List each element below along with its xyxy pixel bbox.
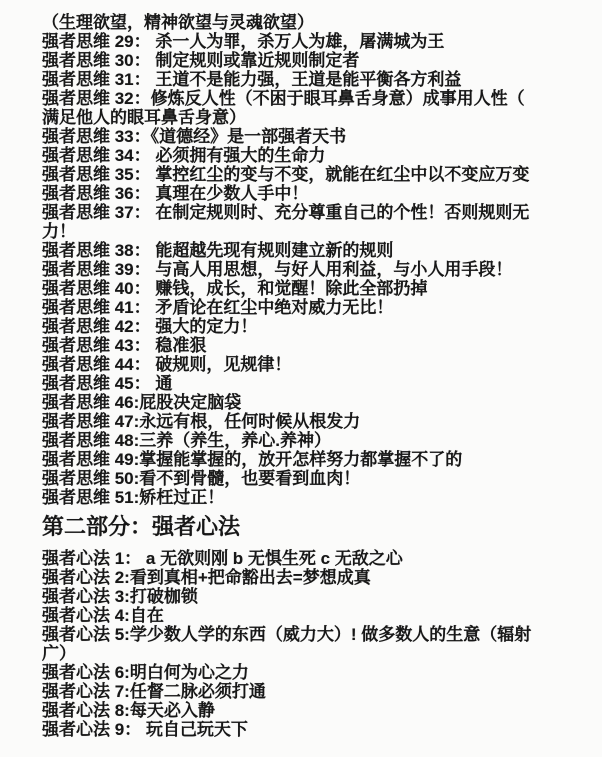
document-text-block (42, 13, 534, 739)
part1-list-item: 强者思维 40： 赚钱，成长，和觉醒！除此全部扔掉 (42, 279, 428, 298)
part1-list-item: 强者思维 29： 杀一人为罪，杀万人为雄，屠满城为王 (42, 32, 445, 51)
part1-list-item: 强者思维 30： 制定规则或靠近规则制定者 (42, 51, 360, 70)
part1-list-item: 强者思维 51:矫枉过正！ (42, 488, 225, 507)
part2-list-item: 强者心法 2:看到真相+把命豁出去=梦想成真 (42, 568, 371, 587)
part1-list-item: 强者思维 44： 破规则，见规律！ (42, 355, 292, 374)
part2-heading: 第二部分：强者心法 (42, 514, 241, 539)
part2-list-item: 强者心法 3:打破枷锁 (42, 587, 198, 606)
part2-list-item: 强者心法 6:明白何为心之力 (42, 663, 249, 682)
part1-list-item: 强者思维 42： 强大的定力！ (42, 317, 258, 336)
part1-list-item: 强者思维 48:三养（养生，养心.养神） (42, 431, 332, 450)
part2-list (42, 549, 534, 739)
part1-list-item: 强者思维 31： 王道不是能力强，王道是能平衡各方利益 (42, 70, 462, 89)
part1-list-item: 强者思维 50:看不到骨髓，也要看到血肉！ (42, 469, 361, 488)
part2-list-item: 强者心法 4:自在 (42, 606, 164, 625)
part1-list-item: 强者思维 34： 必须拥有强大的生命力 (42, 146, 326, 165)
part1-list-item: 强者思维 36： 真理在少数人手中！ (42, 184, 309, 203)
part2-list-item: 强者心法 8:每天必入静 (42, 701, 215, 720)
part1-list-item: 强者思维 46:屁股决定脑袋 (42, 393, 242, 412)
part2-list-item: 强者心法 9： 玩自己玩天下 (42, 720, 248, 739)
part1-list-item: 强者思维 39： 与高人用思想，与好人用利益，与小人用手段！ (42, 260, 513, 279)
part1-list (42, 32, 534, 507)
part2-list-item: 强者心法 5:学少数人学的东西（威力大）! 做多数人的生意（辐射广） (42, 625, 532, 663)
part1-list-item: 强者思维 38： 能超越先现有规则建立新的规则 (42, 241, 394, 260)
part1-list-item: 强者思维 43： 稳准狠 (42, 336, 207, 355)
continuation-line: （生理欲望，精神欲望与灵魂欲望） (42, 13, 314, 32)
part1-list-item: 强者思维 41： 矛盾论在红尘中绝对威力无比！ (42, 298, 394, 317)
part1-list-item: 强者思维 45： 通 (42, 374, 173, 393)
part1-list-item: 强者思维 49:掌握能掌握的，放开怎样努力都掌握不了的 (42, 450, 463, 469)
part2-list-item: 强者心法 1： a 无欲则刚 b 无惧生死 c 无敌之心 (42, 549, 403, 568)
part1-list-item: 强者思维 33：《道德经》是一部强者天书 (42, 127, 347, 146)
part1-list-item: 强者思维 47:永远有根，任何时候从根发力 (42, 412, 361, 431)
part1-list-item: 强者思维 35： 掌控红尘的变与不变，就能在红尘中以不变应万变 (42, 165, 530, 184)
part2-list-item: 强者心法 7:任督二脉必须打通 (42, 682, 266, 701)
part1-list-item: 强者思维 37： 在制定规则时、充分尊重自己的个性！否则规则无力！ (42, 203, 530, 241)
part1-list-item: 强者思维 32：修炼反人性（不困于眼耳鼻舌身意）成事用人性（满足他人的眼耳鼻舌身意） (42, 89, 525, 127)
